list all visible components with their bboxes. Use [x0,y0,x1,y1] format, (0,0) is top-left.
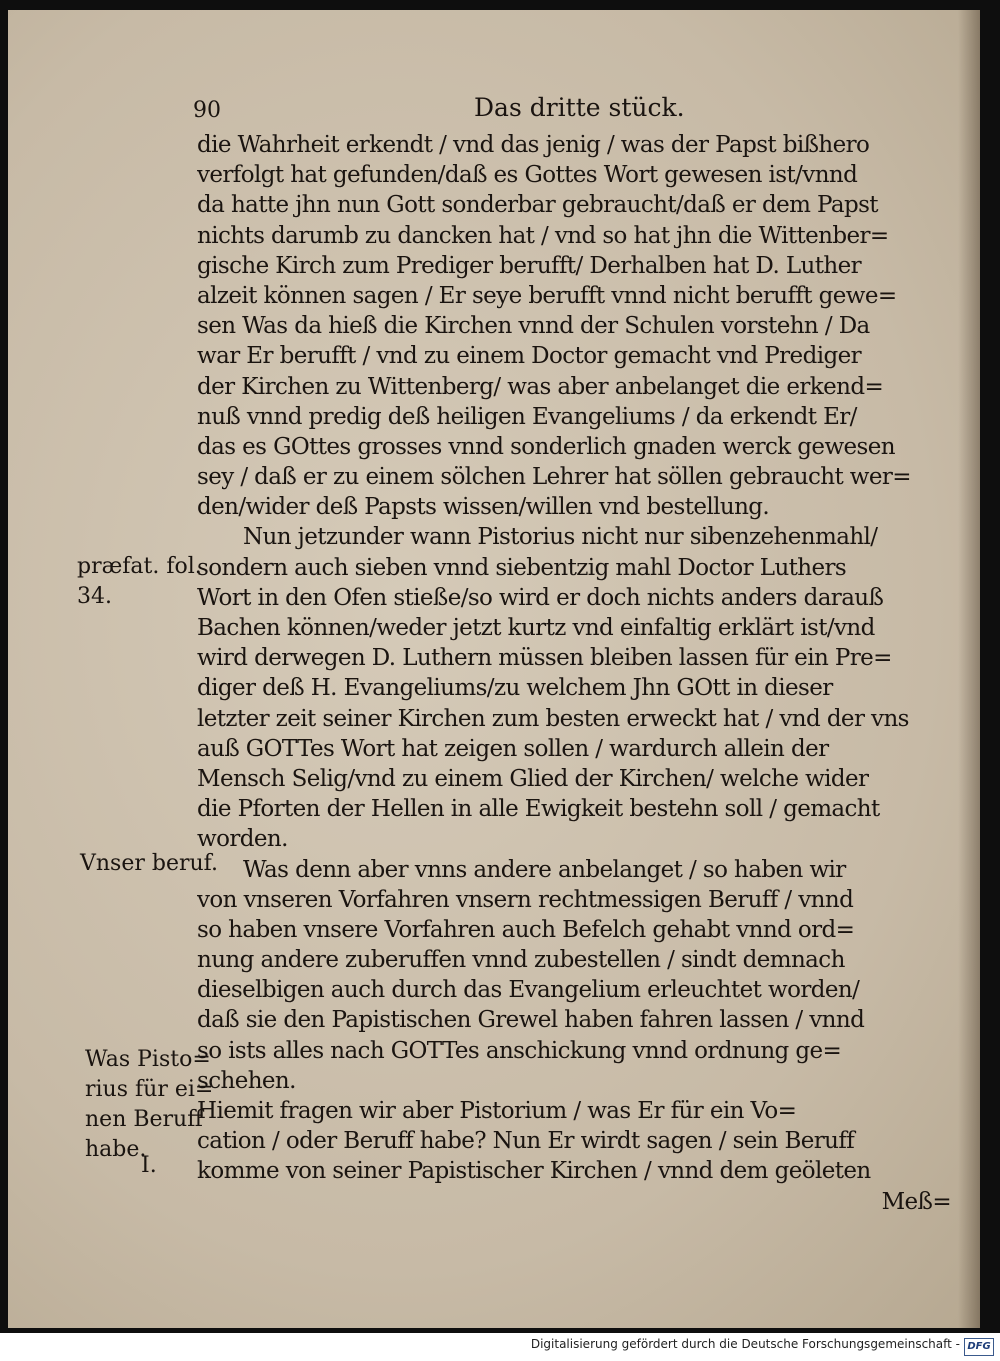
dfg-logo: DFG [964,1338,994,1356]
text-line: wird derwegen D. Luthern müssen bleiben lassen für ein Pre= [197,645,892,672]
text-line: daß sie den Papistischen Grewel haben fahren lassen / vnnd [197,1007,865,1034]
text-line: der Kirchen zu Wittenberg/ was aber anbelanget die erkend= [197,373,884,400]
margin-note-line: Was Pisto= [85,1047,211,1072]
text-line: so ists alles nach GOTTes anschickung vnnd ordnung ge= [197,1037,842,1064]
text-line: gische Kirch zum Prediger berufft/ Derhalben hat D. Luther [197,252,862,279]
text-line: da hatte jhn nun Gott sonderbar gebraucht/daß er dem Papst [197,192,878,219]
text-line: dieselbigen auch durch das Evangelium erleuchtet worden/ [197,977,860,1004]
text-line: Mensch Selig/vnd zu einem Glied der Kirchen/ welche wider [197,765,869,792]
body-text [197,130,957,1217]
text-line: Was denn aber vnns andere anbelanget / so haben wir [243,856,846,883]
text-line: so haben vnsere Vorfahren auch Befelch gehabt vnnd ord= [197,916,855,943]
text-line: nung andere zuberuffen vnnd zubestellen / sindt demnach [197,947,845,974]
page-edge-shadow [958,10,980,1328]
text-line: sey / daß er zu einem sölchen Lehrer hat söllen gebraucht wer= [197,464,911,491]
text-line: sen Was da hieß die Kirchen vnnd der Schulen vorstehn / Da [197,313,870,340]
text-line: die Pforten der Hellen in alle Ewigkeit bestehn soll / gemacht [197,796,880,823]
margin-note-line: nen Beruff [85,1107,203,1132]
text-line: letzter zeit seiner Kirchen zum besten erweckt hat / vnd der vns [197,705,909,732]
text-line: auß GOTTes Wort hat zeigen sollen / wardurch allein der [197,735,829,762]
text-line: Nun jetzunder wann Pistorius nicht nur sibenzehenmahl/ [243,524,878,551]
text-line: komme von seiner Papistischer Kirchen / vnnd dem geöleten [197,1158,871,1185]
page-number: 90 [193,98,221,123]
margin-note-line: præfat. fol. [77,554,202,579]
margin-note-line: 34. [77,584,112,609]
margin-note-line: rius für ei= [85,1077,214,1102]
text-line: schehen. [197,1067,296,1094]
text-line: nichts darumb zu dancken hat / vnd so hat jhn die Wittenber= [197,222,889,249]
margin-note-beruf: Vnser beruf. [80,851,219,876]
text-line: alzeit können sagen / Er seye berufft vnnd nicht berufft gewe= [197,282,897,309]
text-line: war Er berufft / vnd zu einem Doctor gemacht vnd Prediger [197,343,861,370]
margin-note-praefat [77,552,202,612]
text-line: den/wider deß Papsts wissen/willen vnd bestellung. [197,494,770,521]
text-line: diger deß H. Evangeliums/zu welchem Jhn GOtt in dieser [197,675,833,702]
text-line: sondern auch sieben vnnd siebentzig mahl Doctor Luthers [197,554,847,581]
funding-credit: Digitalisierung gefördert durch die Deutsche Forschungsgemeinschaft - [530,1337,960,1351]
text-line: Bachen können/weder jetzt kurtz vnd einfaltig erklärt ist/vnd [197,615,875,641]
text-line: cation / oder Beruff habe? Nun Er wirdt sagen / sein Beruff [197,1128,855,1155]
margin-note-line: habe. [85,1137,147,1162]
text-line: Wort in den Ofen stieße/so wird er doch nichts anders darauß [197,584,884,611]
text-line: verfolgt hat gefunden/daß es Gottes Wort gewesen ist/vnnd [197,162,858,189]
text-line: nuß vnnd predig deß heiligen Evangeliums / da erkendt Er/ [197,403,857,430]
text-line: Hiemit fragen wir aber Pistorium / was Er für ein Vo= [197,1098,797,1124]
text-line: worden. [197,826,288,853]
text-line: von vnseren Vorfahren vnsern rechtmessigen Beruff / vnnd [197,886,854,913]
running-head: Das dritte stück. [474,93,685,122]
text-line: Meß= [881,1188,951,1215]
margin-note-pistorius [85,1045,213,1165]
margin-note-numeral: I. [141,1153,157,1178]
text-line: das es GOttes grosses vnnd sonderlich gnaden werck gewesen [197,433,895,460]
text-line: die Wahrheit erkendt / vnd das jenig / was der Papst bißhero [197,132,870,158]
